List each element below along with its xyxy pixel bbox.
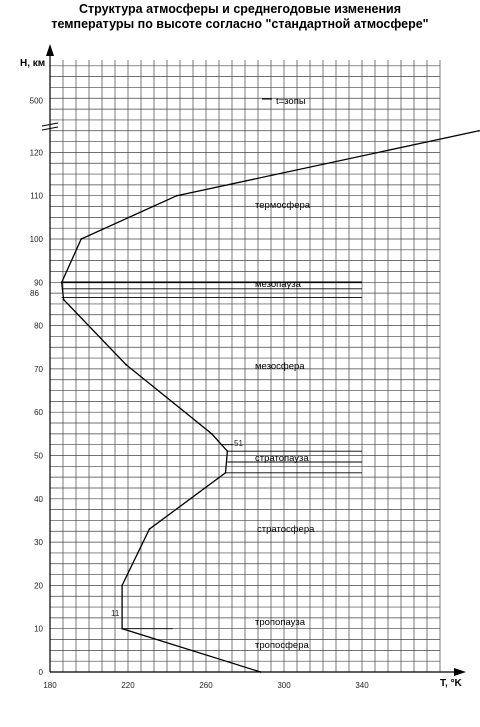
series-point	[211, 433, 213, 435]
y-axis-arrow	[46, 44, 54, 56]
label-mesopause: мезопауза	[255, 279, 301, 290]
chart-axes	[42, 44, 466, 676]
series-point	[149, 528, 151, 530]
y-tick-label: 50	[34, 451, 43, 461]
y-tick-label: 120	[29, 148, 43, 158]
label-exosphere: t=зопы	[276, 96, 306, 107]
y-tick-label: 30	[34, 538, 43, 548]
title-line-2: температуры по высоте согласно "стандартной атмосфере"	[51, 17, 429, 31]
label-h11: 11	[111, 609, 120, 618]
series-point	[125, 364, 127, 366]
label-h86: 86	[30, 289, 39, 298]
label-tropopause: тропопауза	[255, 617, 306, 628]
label-h51: 51	[234, 439, 243, 448]
y-tick-label: 90	[34, 278, 43, 288]
label-stratopause: стратопауза	[255, 453, 309, 464]
series-point	[225, 472, 227, 474]
x-tick-label: 300	[277, 681, 291, 690]
x-tick-label: 220	[121, 681, 135, 690]
label-thermosphere: термосфера	[255, 200, 311, 211]
x-axis-arrow	[454, 668, 466, 676]
x-tick-label: 340	[355, 681, 369, 690]
label-mesosphere: мезосфера	[255, 361, 305, 372]
x-tick-label: 260	[199, 681, 213, 690]
series-point	[61, 281, 63, 283]
y-tick-labels	[30, 96, 44, 677]
title-line-1: Структура атмосферы и среднегодовые изменения	[78, 2, 401, 16]
series-point	[80, 238, 82, 240]
x-tick-labels	[43, 681, 369, 690]
y-tick-label: 10	[34, 624, 43, 634]
y-tick-label: 80	[34, 321, 43, 331]
y-tick-label: 500	[29, 96, 43, 106]
series-point	[176, 195, 178, 197]
series-point	[121, 628, 123, 630]
x-axis-label: T, °K	[440, 678, 462, 689]
y-tick-label: 70	[34, 364, 43, 374]
y-tick-label: 40	[34, 494, 43, 504]
y-tick-label: 20	[34, 581, 43, 591]
layer-annotations	[30, 96, 315, 651]
y-tick-label: 0	[38, 668, 43, 677]
label-stratosphere: стратосфера	[257, 524, 315, 535]
series-point	[121, 585, 123, 587]
y-tick-label: 100	[29, 235, 43, 244]
y-axis-label: H, км	[20, 58, 46, 69]
series-point	[260, 671, 262, 673]
y-tick-label: 60	[34, 408, 43, 418]
series-point	[227, 450, 229, 452]
label-troposphere: тропосфера	[255, 640, 309, 651]
x-tick-label: 180	[43, 681, 57, 690]
series-point	[63, 299, 65, 301]
y-tick-label: 110	[30, 191, 43, 201]
